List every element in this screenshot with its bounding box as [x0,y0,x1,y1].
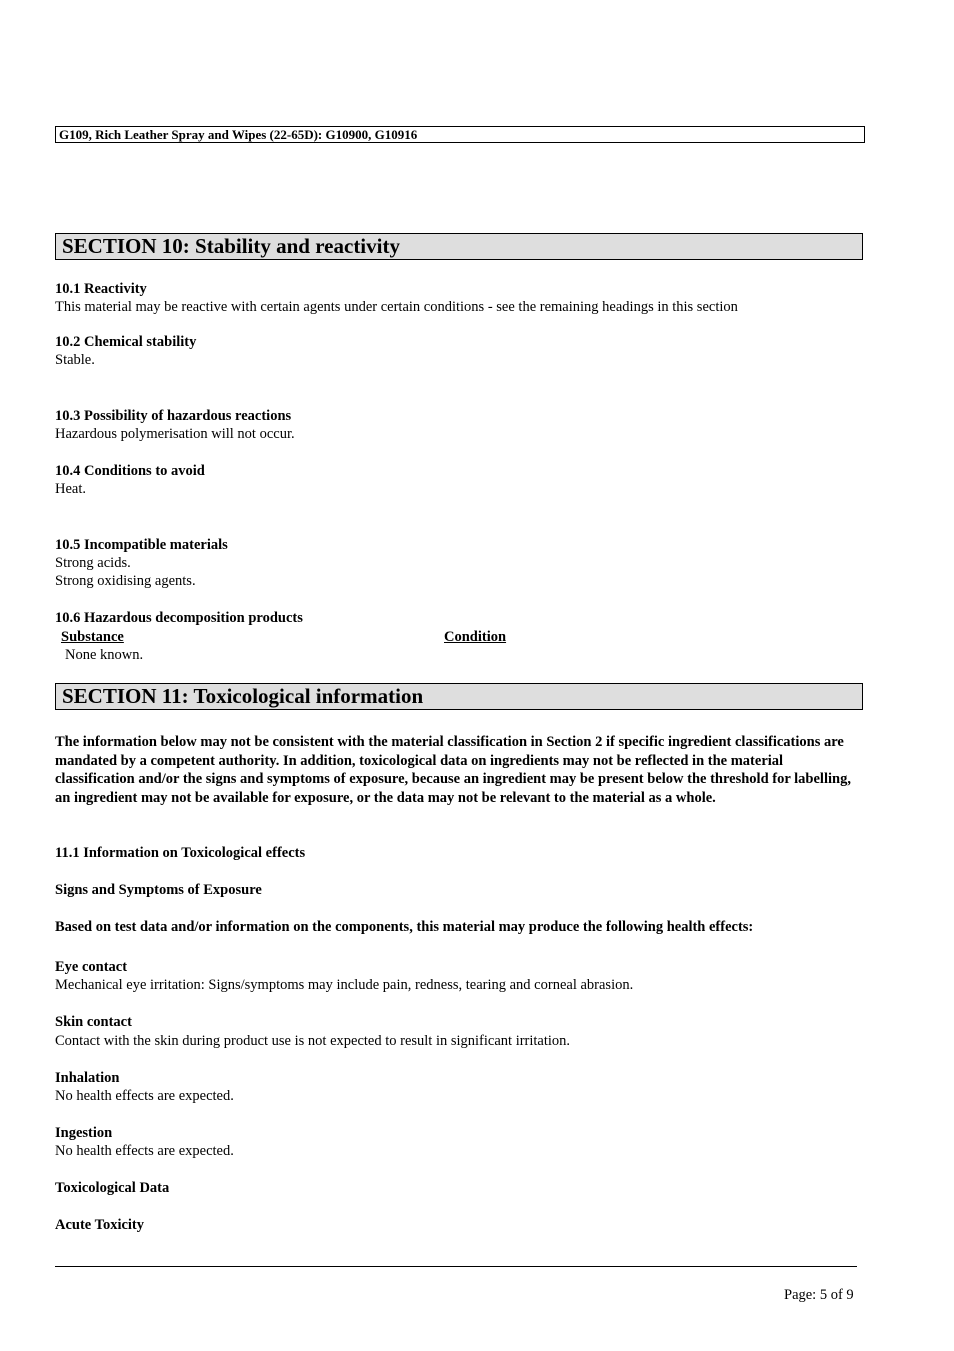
signs-symptoms-heading: Signs and Symptoms of Exposure [55,882,262,898]
skin-contact-text: Contact with the skin during product use is not expected to result in significant irritation. [55,1033,571,1049]
hazardous-reactions-text: Hazardous polymerisation will not occur. [55,426,295,442]
hazardous-reactions-heading: 10.3 Possibility of hazardous reactions [55,408,292,424]
ingestion-heading: Ingestion [55,1125,113,1141]
acute-toxicity-heading: Acute Toxicity [55,1217,145,1233]
section-10-title: SECTION 10: Stability and reactivity [55,233,863,260]
substance-column-header: Substance [61,629,124,645]
reactivity-heading: 10.1 Reactivity [55,281,147,297]
product-title: G109, Rich Leather Spray and Wipes (22-65D): G10900, G10916 [59,127,418,142]
eye-contact-text: Mechanical eye irritation: Signs/symptoms may include pain, redness, tearing and corneal abrasion. [55,977,634,993]
ingestion-text: No health effects are expected. [55,1143,234,1159]
inhalation-text: No health effects are expected. [55,1088,234,1104]
skin-contact-heading: Skin contact [55,1014,132,1030]
incompatible-heading: 10.5 Incompatible materials [55,537,228,553]
condition-column-header: Condition [444,629,507,645]
conditions-to-avoid-heading: 10.4 Conditions to avoid [55,463,205,479]
stability-heading: 10.2 Chemical stability [55,334,197,350]
page-number: Page: 5 of 9 [784,1287,854,1303]
conditions-to-avoid-text: Heat. [55,481,86,497]
incompatible-line: Strong acids. [55,555,131,571]
stability-text: Stable. [55,352,95,368]
based-on-statement: Based on test data and/or information on the components, this material may produce the following health effects: [55,919,754,935]
tox-info-heading: 11.1 Information on Toxicological effects [55,845,306,861]
incompatible-line: Strong oxidising agents. [55,573,196,589]
section-11-title: SECTION 11: Toxicological information [55,683,863,710]
document-header [55,126,865,143]
reactivity-text: This material may be reactive with certain agents under certain conditions - see the remaining headings in this section [55,299,738,315]
toxicology-intro: The information below may not be consistent with the material classification in Section 2 if specific ingredient classifications are mandated by a competent authority. In addition, toxicological data on ingredients may not be reflected in the material classification and/or the signs and symptoms of exposure, because an ingredient may be present below the threshold for labelling, an ingredient may not be available for exposure, or the data may not be relevant to the material as a whole. [55,734,851,806]
footer-divider [55,1266,857,1267]
tox-data-heading: Toxicological Data [55,1180,170,1196]
inhalation-heading: Inhalation [55,1070,120,1086]
decomposition-heading: 10.6 Hazardous decomposition products [55,610,303,626]
eye-contact-heading: Eye contact [55,959,128,975]
decomposition-row: None known. [65,647,144,663]
